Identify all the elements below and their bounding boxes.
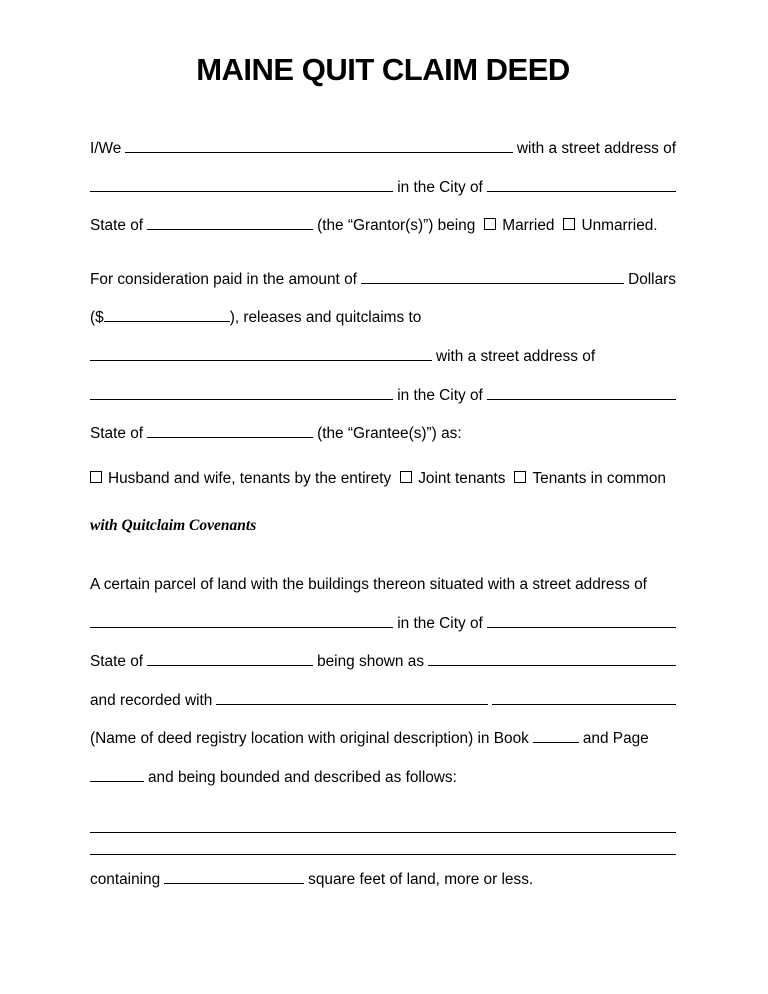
grantor-address-line: [90, 167, 676, 206]
recorded-with-line: [90, 680, 676, 719]
page-number-line: [90, 757, 676, 796]
joint-tenants-checkbox[interactable]: [400, 471, 412, 483]
description-line-2: [90, 830, 676, 852]
grantor-state-field[interactable]: [147, 205, 313, 230]
consideration-numeric-line-text-0: ($: [90, 309, 104, 327]
form-body: [90, 128, 676, 897]
registry-note-line: [90, 718, 676, 757]
consideration-amount-words-field[interactable]: [361, 259, 624, 284]
registry-note-line-text-0: (Name of deed registry location with original description) in Book: [90, 730, 529, 748]
tenancy-options-line-text-3: Joint tenants: [418, 469, 506, 487]
unmarried-checkbox[interactable]: [563, 218, 575, 230]
tenancy-options-line-text-5: Tenants in common: [532, 469, 666, 487]
consideration-amount-line: [90, 259, 676, 298]
deed-registry-field-1[interactable]: [216, 680, 488, 705]
property-street-address-field[interactable]: [90, 603, 393, 628]
property-state-line-text-2: being shown as: [317, 653, 425, 671]
property-address-line-text-1: in the City of: [397, 614, 483, 632]
grantee-state-line-text-2: (the “Grantee(s)”) as:: [317, 425, 462, 443]
grantor-state-line-text-0: State of: [90, 217, 144, 235]
deed-registry-field-2[interactable]: [492, 680, 676, 705]
grantor-address-line-text-1: in the City of: [397, 178, 483, 196]
grantee-name-field[interactable]: [90, 336, 432, 361]
property-city-field[interactable]: [487, 603, 676, 628]
grantee-state-line: [90, 413, 676, 452]
parcel-intro-line-text-0: A certain parcel of land with the buildings thereon situated with a street address of: [90, 575, 647, 593]
grantor-city-field[interactable]: [487, 167, 676, 192]
grantor-intro-line: [90, 128, 676, 167]
grantee-state-line-text-0: State of: [90, 425, 144, 443]
tenancy-options-line: [90, 462, 676, 497]
property-address-line: [90, 603, 676, 642]
containing-line-text-0: containing: [90, 870, 161, 888]
grantor-state-line-text-6: Unmarried.: [581, 217, 658, 235]
husband-and-wife-entirety-checkbox[interactable]: [90, 471, 102, 483]
parcel-intro-line: [90, 568, 676, 603]
covenants-line: [90, 509, 676, 544]
grantee-name-line: [90, 336, 676, 375]
consideration-numeric-line: [90, 297, 676, 336]
grantor-state-line: [90, 205, 676, 244]
consideration-amount-line-text-0: For consideration paid in the amount of: [90, 270, 357, 288]
grantor-street-address-field[interactable]: [90, 167, 393, 192]
consideration-amount-line-text-2: Dollars: [628, 270, 676, 288]
property-shown-as-field[interactable]: [428, 641, 676, 666]
grantor-state-line-text-4: Married: [502, 217, 555, 235]
grantor-name-field[interactable]: [125, 128, 513, 153]
containing-line: [90, 859, 676, 898]
property-description-field-2[interactable]: [90, 830, 676, 855]
grantor-intro-line-text-0: I/We: [90, 140, 122, 157]
page-number-field[interactable]: [90, 757, 144, 782]
grantee-address-line-text-1: in the City of: [397, 386, 483, 404]
property-state-line: [90, 641, 676, 680]
married-checkbox[interactable]: [484, 218, 496, 230]
registry-note-line-text-2: and Page: [582, 730, 649, 748]
covenants-line-text-0: with Quitclaim Covenants: [90, 517, 257, 535]
grantor-state-line-text-2: (the “Grantor(s)”) being: [317, 217, 476, 235]
document-title: MAINE QUIT CLAIM DEED: [196, 52, 570, 87]
grantee-city-field[interactable]: [487, 375, 676, 400]
grantor-intro-line-text-2: with a street address of: [516, 140, 676, 157]
property-state-line-text-0: State of: [90, 653, 144, 671]
grantee-address-line: [90, 375, 676, 414]
book-number-field[interactable]: [533, 718, 579, 743]
property-state-field[interactable]: [147, 641, 313, 666]
description-line-1: [90, 808, 676, 830]
page-number-line-text-1: and being bounded and described as follows:: [148, 768, 457, 786]
recorded-with-line-text-0: and recorded with: [90, 691, 213, 709]
containing-line-text-2: square feet of land, more or less.: [308, 870, 534, 888]
square-feet-field[interactable]: [164, 859, 304, 884]
grantee-street-address-field[interactable]: [90, 375, 393, 400]
tenancy-options-line-text-1: Husband and wife, tenants by the entirety: [108, 469, 392, 487]
consideration-amount-numeric-field[interactable]: [104, 297, 230, 322]
tenants-in-common-checkbox[interactable]: [514, 471, 526, 483]
grantee-state-field[interactable]: [147, 413, 313, 438]
consideration-numeric-line-text-2: ), releases and quitclaims to: [229, 309, 422, 327]
grantee-name-line-text-1: with a street address of: [436, 347, 596, 365]
